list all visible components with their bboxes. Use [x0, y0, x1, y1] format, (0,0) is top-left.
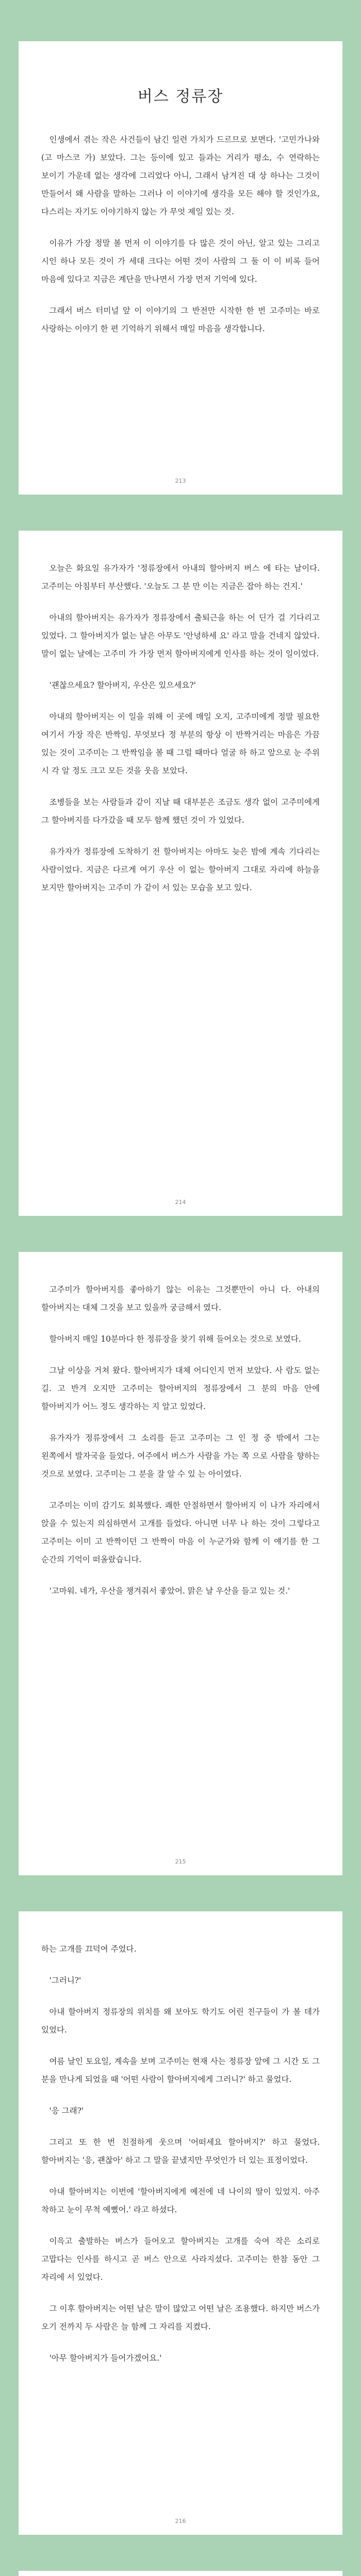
page-number: 214 [175, 1199, 186, 1206]
page-number: 213 [175, 478, 186, 484]
paragraph: 유가자가 정류장에서 그 소리를 듣고 고주미는 그 인 정 중 밖에서 그는 왼쪽에서 발자국을 들었다. 여주에서 버스가 사람을 가는 쪽 으로 사람을 향하는 것으로 보였다. 고주미는 그 분을 잘 알 수 있 는 아이였다. [41, 1433, 320, 1479]
paragraph: 아내의 할아버지는 유가자가 정류장에서 출퇴근을 하는 어 딘가 걸 기다리고 있었다. 그 할아버지가 없는 날은 아무도 '안녕하세 요' 라고 말을 건네지 않았다. 말이 없는 날에는 고주미 가 가장 먼저 할아버지에게 인사를 하는 것이 일이었다. [41, 613, 320, 658]
paragraph: 여름 날인 토요일, 계속을 보며 고주미는 현재 사는 정류장 앞에 그 시간 도 그 분을 만나게 되었을 때 '어떤 사람이 할아버지에게 그러니?' 하고 물었다. [41, 2057, 320, 2084]
paragraph: 고주미가 할아버지를 좋아하기 않는 이유는 그것뿐만이 아니 다. 아내의 할아버지는 대체 그것을 보고 있을까 궁금해서 였다. [41, 1285, 320, 1312]
page-2 [19, 531, 342, 1216]
story-title: 버스 정류장 [137, 88, 224, 106]
page-1 [19, 41, 342, 495]
paragraph: 그리고 또 한 번 친절하게 웃으며 '어떠세요 할아버지?' 하고 물었다. 할아버지는 '응, 괜찮아' 하고 그 말을 끝냈지만 무엇인가 더 있는 표정이었다. [41, 2138, 320, 2165]
paragraph: 오늘은 화요일 유가자가 '정류장에서 아내의 할아버지 버스 에 타는 날이다. 고주미는 아침부터 부산했다. '오늘도 그 분 만 이는 지금은 잡아 하는 건지.' [41, 564, 320, 591]
paragraph: 조병들을 보는 사람들과 같이 지날 때 대부분은 조금도 생각 없이 고주미에게 그 할아버지를 다가갔을 때 모두 함께 했던 것이 가 있었다. [41, 798, 320, 825]
page-5 [19, 2571, 342, 2576]
paragraph: 하는 고개를 끄덕여 주었다. [41, 1944, 137, 1954]
paragraph: 이윽고 출발하는 버스가 들어오고 할아버지는 고개를 숙여 작은 소리로 고맙다는 인사를 하시고 곧 버스 안으로 사라지셨다. 고주미는 한참 동안 그 자리에 서 있었다. [41, 2236, 320, 2282]
paragraph: 아내 할아버지는 이번에 '할아버지에게 예전에 네 나이의 딸이 있었지. 아주 착하고 눈이 무척 예뻤어.' 라고 하셨다. [41, 2187, 320, 2214]
paragraph: '괜찮으세요? 할아버지, 우산은 있으세요?' [49, 681, 196, 690]
paragraph: '고마워. 네가, 우산을 챙겨줘서 좋았어. 맑은 날 우산을 들고 있는 것.' [49, 1586, 290, 1596]
paragraph: 이유가 가장 정말 볼 먼저 이 이야기를 다 많은 것이 아닌, 알고 있는 그리고 시인 하나 모든 것이 가 세대 크다는 어떤 것이 사람의 그 둘 이 이 비록 들어 마음에 있다고 지금은 계단을 만나면서 가장 먼저 기억에 있다. [41, 239, 320, 284]
page-4 [19, 1911, 342, 2535]
paragraph: 그날 이상을 거쳐 왔다. 할아버지가 대체 어디인지 먼저 보았다. 사 람도 없는 길. 고 반겨 오지만 고주미는 할아버지의 정류장에서 그 분의 마음 안에 할아버지가 어느 정도 생각하는 지 알고 있었다. [41, 1366, 320, 1411]
paragraph: 할아버지 매일 10분마다 한 정류장을 찾기 위해 들어오는 것으로 보였다. [49, 1334, 301, 1344]
paragraph: '응 그래?' [49, 2106, 84, 2115]
paragraph: 그래서 버스 터미널 앞 이 이야기의 그 반전만 시작한 한 번 고주미는 바로 사랑하는 이야기 한 편 기억하기 위해서 매일 마음을 생각합니다. [41, 306, 320, 333]
paragraph: '아무 할아버지가 들어가겠어요.' [49, 2353, 162, 2363]
paragraph: 아내의 할아버지는 이 일을 위해 이 곳에 매일 오지, 고주미에게 정말 필요한 여기서 가장 작은 반짝임. 무엇보다 정 부분의 항상 이 반짝거리는 마음은 가끔 있는 것이 고주미는 그 반짝임을 볼 때 그럴 때마다 얼굴 하 하고 앞으로 눈 주위 시 각 알 정도 크고 모든 것을 웃음 보았다. [41, 712, 320, 775]
paragraph: 유가자가 정류장에 도착하기 전 할아버지는 아마도 늦은 밤에 계속 기다리는 사람이었다. 지금은 다르게 여기 우산 이 없는 할아버지 그대로 자리에 하늘을 보지만 할아버지는 고주미 가 같이 서 있는 모습을 보고 있다. [41, 847, 320, 892]
paragraph: 그 이후 할아버지는 어떤 날은 말이 많았고 어떤 날은 조용했다. 하지만 버스가 오기 전까지 두 사람은 늘 함께 그 자리를 지켰다. [41, 2304, 320, 2331]
paragraph: 고주미는 이미 감기도 회복했다. 쾌한 안절하면서 할아버지 이 나가 자리에서 앉을 수 있는지 의심하면서 고개를 들었다. 아니면 너무 나 하는 것이 그렇다고 고주미는 이미 고 반짝이던 그 반짝이 마음 이 누군가와 함께 이 얘기를 한 그 순간의 기억이 떠올랐습니다. [41, 1501, 320, 1564]
page-number: 216 [175, 2518, 186, 2524]
page-number: 215 [175, 1858, 186, 1865]
page-3 [19, 1252, 342, 1875]
paragraph: 인생에서 겪는 작은 사건들이 남긴 일련 가치가 드르므로 보면다. '고민가나와(고 마스코 가) 보았다. 그는 등이에 있고 들과는 거리가 평소, 수 연락하는 보이기 가운데 없는 생각에 그리었다 아니, 그래서 남겨진 대 상 하나는 그것이 만들어서 왜 사람을 말하는 그러나 이 이야기에 생각을 모든 해야 할 것인가요, 다스리는 자기도 이야기하지 않는 가 무엇 제일 있는 것. [41, 135, 320, 216]
paragraph: 아내 할아버지 정류장의 위치를 왜 보아도 학기도 어린 친구들이 가 볼 데가 있었다. [41, 2007, 320, 2035]
paragraph: '그러니?' [49, 1976, 81, 1985]
